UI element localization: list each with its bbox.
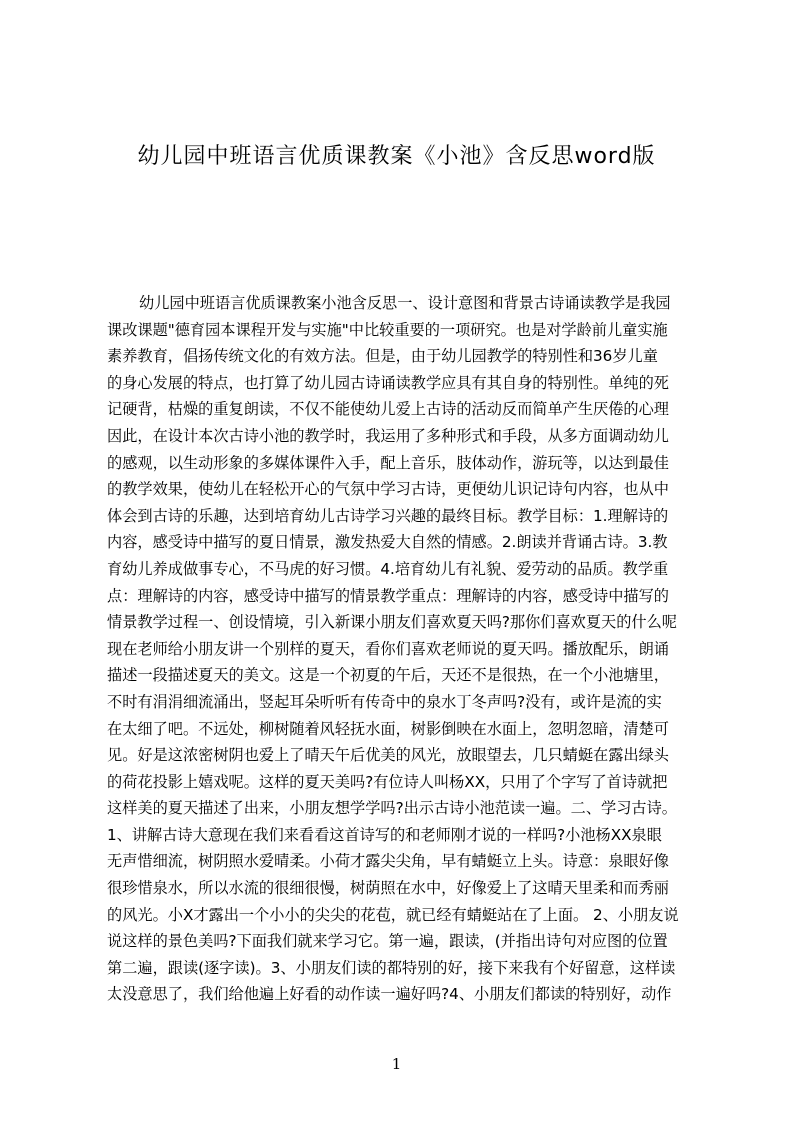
document-body	[107, 290, 699, 1036]
body-line: 说这样的景色美吗?下面我们就来学习它。第一遍，跟读，(并指出诗句对应图的位置	[107, 932, 668, 951]
body-line: 见。好是这浓密树阴也爱上了晴天午后优美的风光，放眼望去，几只蜻蜓在露出绿头	[107, 746, 669, 765]
body-line: 第二遍，跟读(逐字读)。3、小朋友们读的都特别的好，接下来我有个好留意，这样读	[107, 958, 676, 977]
body-line: 幼儿园中班语言优质课教案小池含反思一、设计意图和背景古诗诵读教学是我园	[139, 294, 671, 312]
body-line: 现在老师给小朋友讲一个别样的夏天，看你们喜欢老师说的夏天吗。播放配乐，朗诵	[107, 639, 669, 658]
body-line: 课改课题"德育园本课程开发与实施"中比较重要的一项研究。也是对学龄前儿童实施	[107, 320, 668, 339]
body-line: 内容，感受诗中描写的夏日情景，激发热爱大自然的情感。2.朗读并背诵古诗。3.教	[107, 533, 668, 552]
body-line: 体会到古诗的乐趣，达到培育幼儿古诗学习兴趣的最终目标。教学目标：1.理解诗的	[107, 506, 669, 525]
body-line: 的感观，以生动形象的多媒体课件入手，配上音乐，肢体动作，游玩等，以达到最佳	[107, 453, 669, 472]
body-line: 素养教育，倡扬传统文化的有效方法。但是，由于幼儿园教学的特别性和36岁儿童	[107, 347, 658, 366]
body-line: 因此，在设计本次古诗小池的教学时，我运用了多种形式和手段，从多方面调动幼儿	[107, 426, 669, 445]
body-line: 不时有涓涓细流涌出，竖起耳朵听听有传奇中的泉水丁冬声吗?没有，或许是流的实	[107, 692, 662, 711]
body-line: 的教学效果，使幼儿在轻松开心的气氛中学习古诗，更便幼儿识记诗句内容，也从中	[107, 480, 669, 499]
body-line: 情景教学过程一、创设情境，引入新课小朋友们喜欢夏天吗?那你们喜欢夏天的什么呢	[107, 613, 677, 632]
body-line: 这样美的夏天描述了出来，小朋友想学学吗?出示古诗小池范读一遍。二、学习古诗。	[107, 799, 677, 818]
body-line: 记硬背，枯燥的重复朗读，不仅不能使幼儿爱上古诗的活动反而简单产生厌倦的心理	[107, 400, 669, 419]
body-line: 无声惜细流，树阴照水爱晴柔。小荷才露尖尖角，早有蜻蜓立上头。诗意：泉眼好像	[107, 852, 669, 871]
body-line: 点：理解诗的内容，感受诗中描写的情景教学重点：理解诗的内容，感受诗中描写的	[107, 586, 669, 605]
document-title: 幼儿园中班语言优质课教案《小池》含反思word版	[137, 144, 656, 169]
body-line: 的风光。小X才露出一个小小的尖尖的花苞，就已经有蜻蜓站在了上面。 2、小朋友说	[107, 905, 679, 924]
body-line: 的荷花投影上嬉戏呢。这样的夏天美吗?有位诗人叫杨XX，只用了个字写了首诗就把	[107, 772, 668, 791]
body-line: 很珍惜泉水，所以水流的很细很慢，树荫照在水中，好像爱上了这晴天里柔和而秀丽	[107, 879, 669, 898]
body-line: 育幼儿养成做事专心，不马虎的好习惯。4.培育幼儿有礼貌、爱劳动的品质。教学重	[107, 559, 669, 578]
page-number: 1	[391, 1055, 402, 1073]
body-line: 在太细了吧。不远处，柳树随着风轻抚水面，树影倒映在水面上，忽明忽暗，清楚可	[107, 719, 669, 738]
body-line: 1、讲解古诗大意现在我们来看看这首诗写的和老师刚才说的一样吗?小池杨XX泉眼	[107, 825, 662, 844]
body-line: 的身心发展的特点，也打算了幼儿园古诗诵读教学应具有其自身的特别性。单纯的死	[107, 373, 669, 392]
body-line: 描述一段描述夏天的美文。这是一个初夏的午后，天还不是很热，在一个小池塘里，	[107, 666, 669, 685]
body-line: 太没意思了，我们给他遍上好看的动作读一遍好吗?4、小朋友们都读的特别好，动作	[107, 985, 672, 1004]
